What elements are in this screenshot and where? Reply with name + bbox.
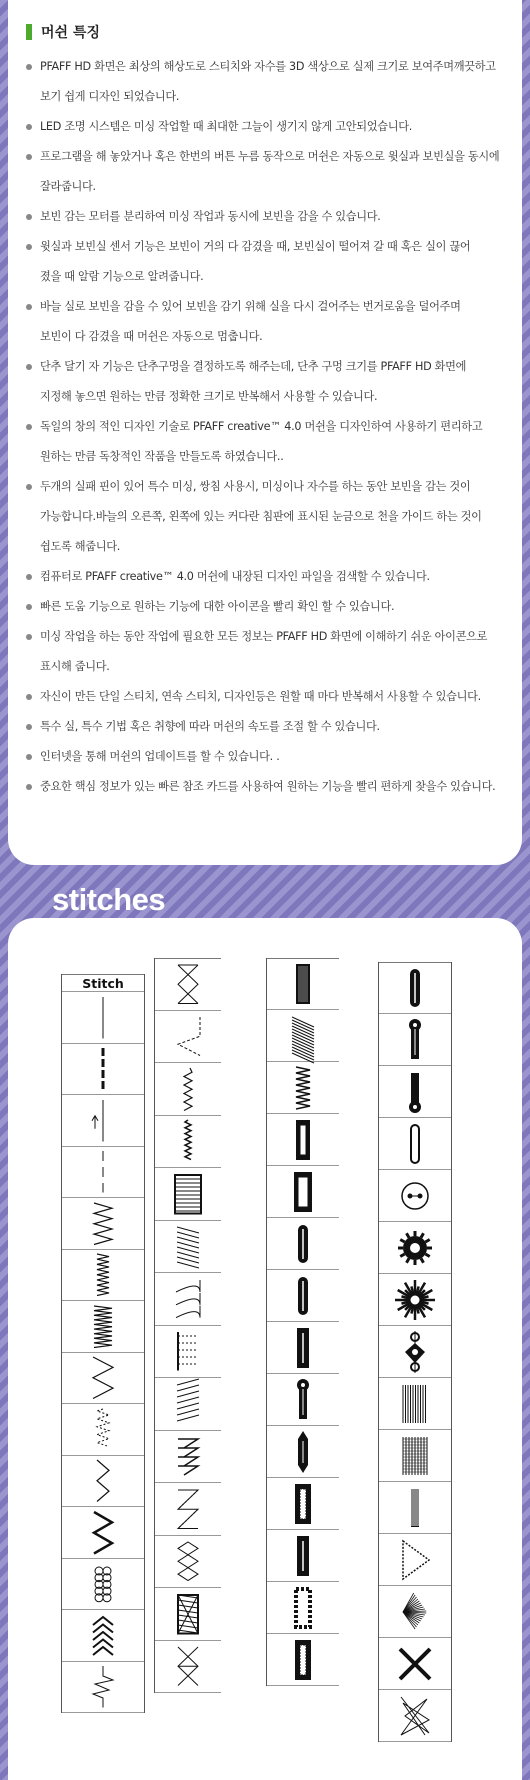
feature-item-continued: 원하는 만큼 독창적인 작품을 만들도록 하였습니다.. [40, 450, 284, 463]
stitch-cell [267, 1218, 339, 1270]
stitch-cell [62, 992, 144, 1044]
stitch-cell [62, 1456, 144, 1508]
feature-item-continued: 지정해 놓으면 원하는 만큼 정확한 크기로 반복해서 사용할 수 있습니다. [40, 390, 378, 403]
stitch-cell [379, 1326, 451, 1378]
stitch-cell [62, 1044, 144, 1096]
reverse-straight-stitch-icon [62, 1096, 144, 1146]
stitch-cell [62, 1662, 144, 1714]
stitch-cell [155, 1483, 221, 1536]
sun-eyelet-icon [379, 1275, 451, 1325]
bartack-icon [379, 1483, 451, 1533]
heading-bar-icon [26, 24, 32, 40]
stitch-cell [267, 1114, 339, 1166]
stitch-table-header: Stitch [62, 974, 144, 992]
stitch-cell [155, 1641, 221, 1694]
stitch-cell [62, 1507, 144, 1559]
feature-item: 인터넷을 통해 머쉰의 업데이트를 할 수 있습니다. . [26, 742, 508, 772]
stitch-cell [62, 1095, 144, 1147]
features-title: 머쉰 특징 [41, 25, 100, 41]
feature-item: 독일의 창의 적인 디자인 기술로 PFAFF creative™ 4.0 머쉰을 디자인하여 사용하기 편리하고 [26, 412, 508, 442]
blind-hem-icon [155, 1011, 221, 1062]
stitch-cell [267, 1010, 339, 1062]
small-zigzag-icon [62, 1405, 144, 1455]
stitch-cell [155, 1273, 221, 1326]
feature-item: 특수 실, 특수 기법 혹은 취향에 따라 머쉰의 속도를 조절 할 수 있습니다. [26, 712, 508, 742]
stitch-cell [155, 1536, 221, 1589]
feature-item-continued: 표시해 줍니다. [40, 660, 110, 673]
stitch-cell [62, 1610, 144, 1662]
stitch-cell [62, 1404, 144, 1456]
tapered-buttonhole-icon [267, 1427, 339, 1477]
stitch-cell [379, 1482, 451, 1534]
feather-stitch-icon [62, 1611, 144, 1661]
bold-zigzag-icon [62, 1508, 144, 1558]
stitch-cell [267, 1426, 339, 1478]
stitch-cell [379, 1378, 451, 1430]
stitch-column-3 [266, 958, 339, 1686]
eyelet-buttonhole-icon [379, 1067, 451, 1117]
feature-item-continued: 쉽도록 해줍니다. [40, 540, 121, 553]
decorative-buttonhole-icon [267, 1583, 339, 1633]
stitch-cell [267, 1478, 339, 1530]
stitch-cell [155, 958, 221, 1011]
honeycomb-stitch-icon [155, 1484, 221, 1535]
cross-stitch-icon [155, 959, 221, 1010]
stitch-column-1 [61, 974, 145, 1713]
stitch-column-4 [378, 962, 452, 1742]
stretch-buttonhole-icon [267, 1531, 339, 1581]
button-sew-icon [379, 1171, 451, 1221]
stitch-cell [155, 1011, 221, 1064]
stitch-cell [155, 1221, 221, 1274]
filled-triangle-icon [379, 1587, 451, 1637]
stitch-cell [155, 1063, 221, 1116]
feature-item: 중요한 핵심 정보가 있는 빠른 참조 카드를 사용하여 원하는 기능을 빨리 편하게 찾을수 있습니다. [26, 772, 508, 802]
stitch-cell [155, 1168, 221, 1221]
three-step-zigzag-icon [62, 1250, 144, 1300]
feature-item-continued: 잘라줍니다. [40, 180, 96, 193]
stitch-cell [267, 1062, 339, 1114]
triple-straight-stitch-icon [62, 1044, 144, 1094]
feature-item: 프로그램을 해 놓았거나 혹은 한번의 버튼 누름 동작으로 머쉰은 자동으로 윗실과 보빈실을 동시에 [26, 142, 508, 172]
stitch-cell [379, 1274, 451, 1326]
standard-buttonhole-icon [267, 1323, 339, 1373]
feature-item: 단추 달기 자 기능은 단추구멍을 결정하도록 해주는데, 단추 구멍 크기를 PFAFF HD 화면에 [26, 352, 508, 382]
straight-stitch-icon [62, 993, 144, 1043]
stitch-cell [155, 1588, 221, 1641]
stitch-cell [267, 1374, 339, 1426]
lattice-stitch-icon [155, 1589, 221, 1640]
feature-item: 바늘 실로 보빈을 감을 수 있어 보빈을 감기 위해 실을 다시 걸어주는 번거로움을 덜어주며 [26, 292, 508, 322]
feature-item-continued: 보기 쉽게 디자인 되었습니다. [40, 90, 180, 103]
random-darning-icon [379, 1691, 451, 1741]
stitch-cell [62, 1250, 144, 1302]
stitch-cell [267, 1634, 339, 1686]
features-list [26, 52, 508, 802]
double-overlock-icon [155, 1169, 221, 1220]
narrow-zigzag-icon [62, 1456, 144, 1506]
stitch-column-2 [154, 958, 221, 1693]
feature-item: 빠른 도움 기능으로 원하는 기능에 대한 아이콘을 빨리 확인 할 수 있습니다. [26, 592, 508, 622]
keyhole-buttonhole-icon [267, 1375, 339, 1425]
triangle-applique-icon [379, 1535, 451, 1585]
stretch-overlock-icon [155, 1221, 221, 1272]
feature-item: 윗실과 보빈실 센서 기능은 보빈이 거의 다 감겼을 때, 보빈실이 떨어져 갈 때 혹은 실이 끊어 [26, 232, 508, 262]
elastic-blind-hem-icon [155, 1064, 221, 1115]
feature-item-continued: 졌을 때 알람 기능으로 알려줍니다. [40, 270, 204, 283]
stitch-cell [379, 1430, 451, 1482]
teardrop-eyelet-icon [379, 1327, 451, 1377]
stitch-cell [155, 1431, 221, 1484]
stitch-cell [267, 1166, 339, 1218]
feature-item: 미싱 작업을 하는 동안 작업에 필요한 모든 정보는 PFAFF HD 화면에 이해하기 쉬운 아이콘으로 [26, 622, 508, 652]
stitch-cell [62, 1198, 144, 1250]
scallop-stitch-icon [62, 1559, 144, 1609]
dense-satin-bar-icon [267, 959, 339, 1009]
stitch-cell [155, 1378, 221, 1431]
feature-item: 보빈 감는 모터를 분리하여 미싱 작업과 동시에 보빈을 감을 수 있습니다. [26, 202, 508, 232]
narrow-buttonhole-icon [379, 1119, 451, 1169]
feature-item-continued: 보빈이 다 감겼을 때 머쉰은 자동으로 멈춥니다. [40, 330, 263, 343]
wide-zigzag-icon [62, 1353, 144, 1403]
heirloom-buttonhole-icon [267, 1271, 339, 1321]
bold-buttonhole-icon [267, 1479, 339, 1529]
stitch-cell [379, 1118, 451, 1170]
stitch-cell [379, 1638, 451, 1690]
ladder-stitch-icon [155, 1326, 221, 1377]
zigzag-stitch-icon [62, 1199, 144, 1249]
stitch-cell [379, 1066, 451, 1118]
stitch-cell [62, 1353, 144, 1405]
stitch-cell [267, 958, 339, 1010]
stitch-cell [155, 1116, 221, 1169]
stitch-cell [267, 1582, 339, 1634]
stitch-cell [379, 1690, 451, 1742]
feature-item: PFAFF HD 화면은 최상의 해상도로 스티치와 자수를 3D 색상으로 실제 크기로 보여주며깨끗하고 [26, 52, 508, 82]
stitch-cell [267, 1530, 339, 1582]
satin-zigzag-icon [62, 1302, 144, 1352]
stitch-cell [379, 1586, 451, 1638]
basting-stitch-icon [62, 1147, 144, 1197]
rounded-buttonhole-icon [267, 1219, 339, 1269]
stitches-card [8, 918, 522, 1780]
feature-item-continued: 가능합니다.바늘의 오른쪽, 왼쪽에 있는 커다란 침판에 표시된 눈금으로 천을 가이드 하는 것이 [40, 510, 482, 523]
stitch-cell [379, 962, 451, 1014]
round-buttonhole-icon [379, 963, 451, 1013]
shell-tuck-icon [155, 1274, 221, 1325]
keyhole-end-buttonhole-icon [379, 1015, 451, 1065]
corded-buttonhole-icon [267, 1635, 339, 1685]
bridge-stitch-icon [155, 1641, 221, 1692]
stitch-cell [62, 1559, 144, 1611]
features-card [8, 0, 522, 865]
blind-hem-stitch-icon [62, 1662, 144, 1712]
stitch-cell [155, 1326, 221, 1379]
zigzag-darning-icon [379, 1431, 451, 1481]
stitch-cell [267, 1270, 339, 1322]
stitch-cell [62, 1301, 144, 1353]
stem-stitch-icon [155, 1431, 221, 1482]
feature-item: 자신이 만든 단일 스티치, 연속 스티치, 디자인등은 원할 때 마다 반복해서 사용할 수 있습니다. [26, 682, 508, 712]
straight-darning-icon [379, 1379, 451, 1429]
stitch-cell [62, 1147, 144, 1199]
slant-satin-icon [267, 1011, 339, 1061]
square-buttonhole-icon [267, 1115, 339, 1165]
stitch-cell [267, 1322, 339, 1374]
large-square-buttonhole-icon [267, 1167, 339, 1217]
x-stitch-icon [379, 1639, 451, 1689]
feature-item: LED 조명 시스템은 미싱 작업할 때 최대한 그늘이 생기지 않게 고안되었습니다. [26, 112, 508, 142]
feature-item: 두개의 실패 핀이 있어 특수 미싱, 쌍침 사용시, 미싱이나 자수를 하는 동안 보빈을 감는 것이 [26, 472, 508, 502]
diamond-stitch-icon [155, 1536, 221, 1587]
feature-item: 컴퓨터로 PFAFF creative™ 4.0 머쉰에 내장된 디자인 파일을 검색할 수 있습니다. [26, 562, 508, 592]
stitch-cell [379, 1170, 451, 1222]
slant-overlock-icon [155, 1379, 221, 1430]
zigzag-band-icon [267, 1063, 339, 1113]
overcast-icon [155, 1116, 221, 1167]
stitch-cell [379, 1014, 451, 1066]
stitches-title: stitches [52, 882, 166, 917]
stitch-cell [379, 1534, 451, 1586]
features-heading [26, 22, 508, 42]
stitch-cell [379, 1222, 451, 1274]
round-eyelet-icon [379, 1223, 451, 1273]
